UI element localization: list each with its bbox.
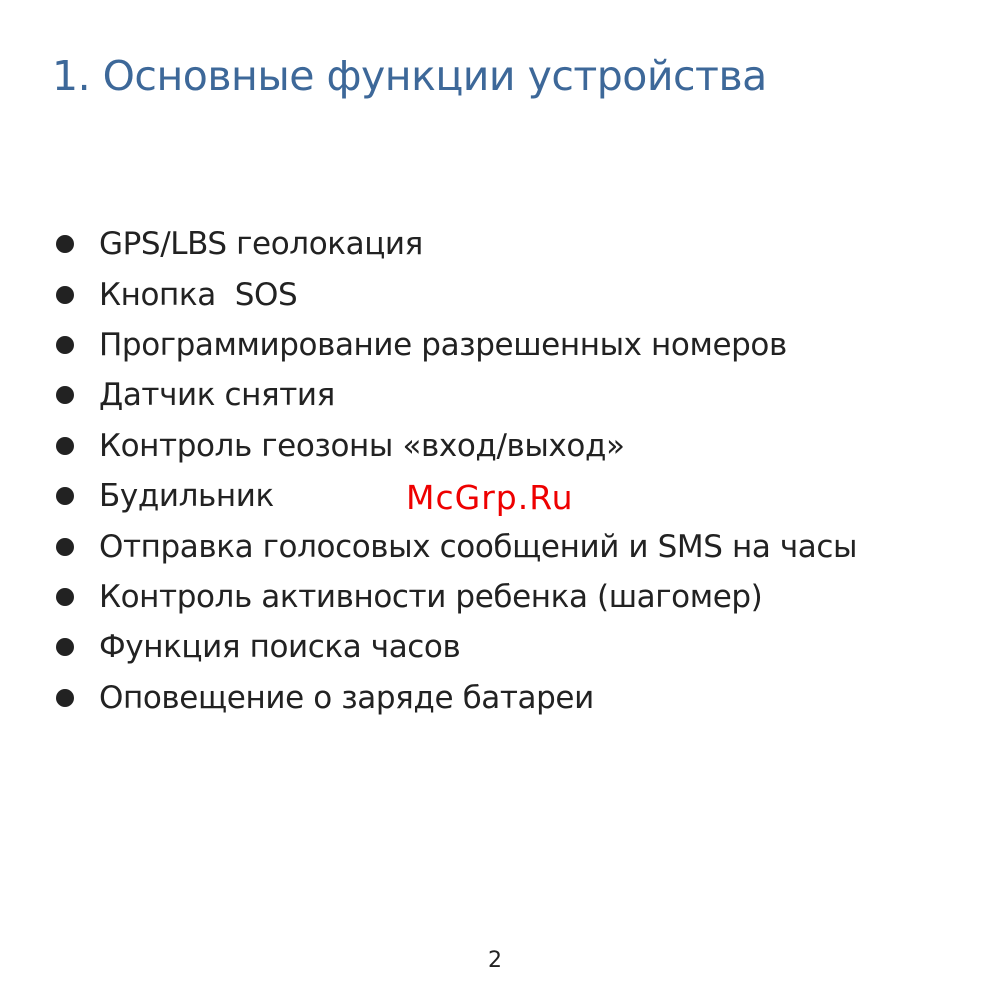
- bullet-icon: [56, 538, 74, 556]
- feature-text: Отправка голосовых сообщений и SMS на часы: [99, 528, 858, 565]
- list-item: [56, 421, 857, 471]
- bullet-icon: [56, 336, 74, 354]
- feature-text: Контроль геозоны «вход/выход»: [99, 427, 625, 464]
- list-item: [56, 622, 857, 672]
- bullet-icon: [56, 437, 74, 455]
- feature-text: Датчик снятия: [99, 377, 335, 414]
- page-number: 2: [488, 948, 502, 973]
- feature-text: GPS/LBS геолокация: [99, 226, 423, 263]
- slide-title: 1. Основные функции устройства: [52, 52, 767, 100]
- feature-text: Программирование разрешенных номеров: [99, 326, 787, 363]
- bullet-icon: [56, 487, 74, 505]
- feature-text: Контроль активности ребенка (шагомер): [99, 578, 763, 615]
- feature-text: Оповещение о заряде батареи: [99, 679, 594, 716]
- list-item: [56, 219, 857, 269]
- feature-text: Функция поиска часов: [99, 629, 461, 666]
- watermark-text: McGrp.Ru: [406, 478, 574, 517]
- bullet-icon: [56, 689, 74, 707]
- list-item: [56, 269, 857, 319]
- list-item: [56, 370, 857, 420]
- bullet-icon: [56, 638, 74, 656]
- feature-list: [56, 219, 857, 723]
- list-item: [56, 521, 857, 571]
- bullet-icon: [56, 386, 74, 404]
- list-item: [56, 572, 857, 622]
- list-item: [56, 320, 857, 370]
- feature-text: Будильник: [99, 478, 274, 515]
- list-item: [56, 673, 857, 723]
- bullet-icon: [56, 286, 74, 304]
- bullet-icon: [56, 588, 74, 606]
- bullet-icon: [56, 235, 74, 253]
- feature-text: Кнопка SOS: [99, 276, 298, 313]
